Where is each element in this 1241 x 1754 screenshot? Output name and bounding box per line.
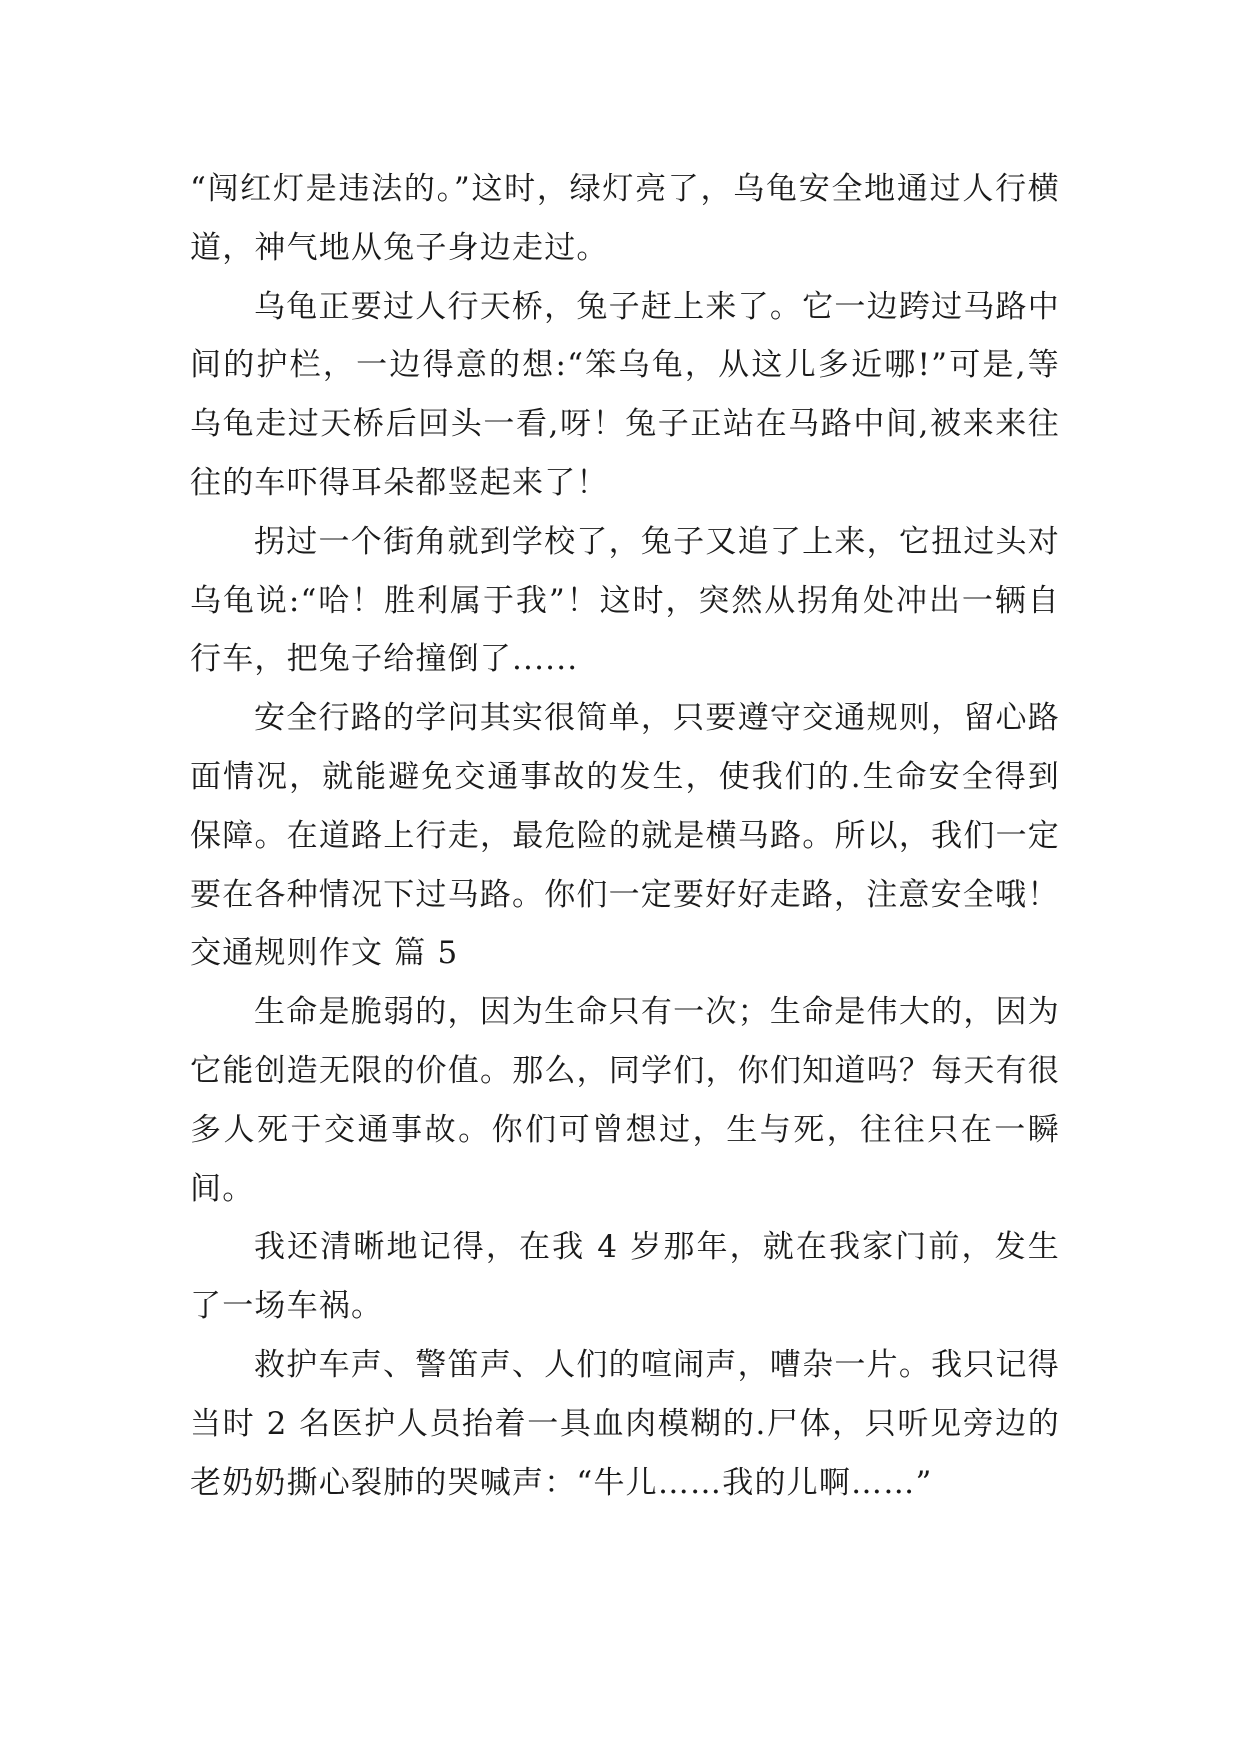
paragraph-2: 乌龟正要过人行天桥，兔子赶上来了。它一边跨过马路中间的护栏，一边得意的想:“笨乌龟，从这儿多近哪!”可是,等乌龟走过天桥后回头一看,呀！兔子正站在马路中间,被来来往往的车吓得耳朵都竖起来了！ bbox=[190, 288, 1060, 501]
paragraph-5: 生命是脆弱的，因为生命只有一次；生命是伟大的，因为它能创造无限的价值。那么，同学们，你们知道吗？每天有很多人死于交通事故。你们可曾想过，生与死，往往只在一瞬间。 bbox=[190, 994, 1060, 1207]
paragraph-4: 安全行路的学问其实很简单，只要遵守交通规则，留心路面情况，就能避免交通事故的发生，使我们的.生命安全得到保障。在道路上行走，最危险的就是横马路。所以，我们一定要在各种情况下过马路。你们一定要好好走路，注意安全哦！ bbox=[190, 700, 1060, 913]
paragraph-7: 救护车声、警笛声、人们的喧闹声，嘈杂一片。我只记得当时 2 名医护人员抬着一具血肉模糊的.尸体，只听见旁边的老奶奶撕心裂肺的哭喊声：“牛儿……我的儿啊……” bbox=[190, 1346, 1060, 1501]
paragraph-1: “闯红灯是违法的。”这时，绿灯亮了，乌龟安全地通过人行横道，神气地从兔子身边走过。 bbox=[190, 171, 1060, 266]
section-heading: 交通规则作文 篇 5 bbox=[190, 935, 459, 972]
document-body bbox=[190, 160, 1060, 1512]
paragraph-3: 拐过一个街角就到学校了，兔子又追了上来，它扭过头对乌龟说:“哈！胜利属于我”！这时，突然从拐角处冲出一辆自行车，把兔子给撞倒了...... bbox=[190, 523, 1060, 678]
paragraph-6: 我还清晰地记得，在我 4 岁那年，就在我家门前，发生了一场车祸。 bbox=[190, 1229, 1060, 1325]
